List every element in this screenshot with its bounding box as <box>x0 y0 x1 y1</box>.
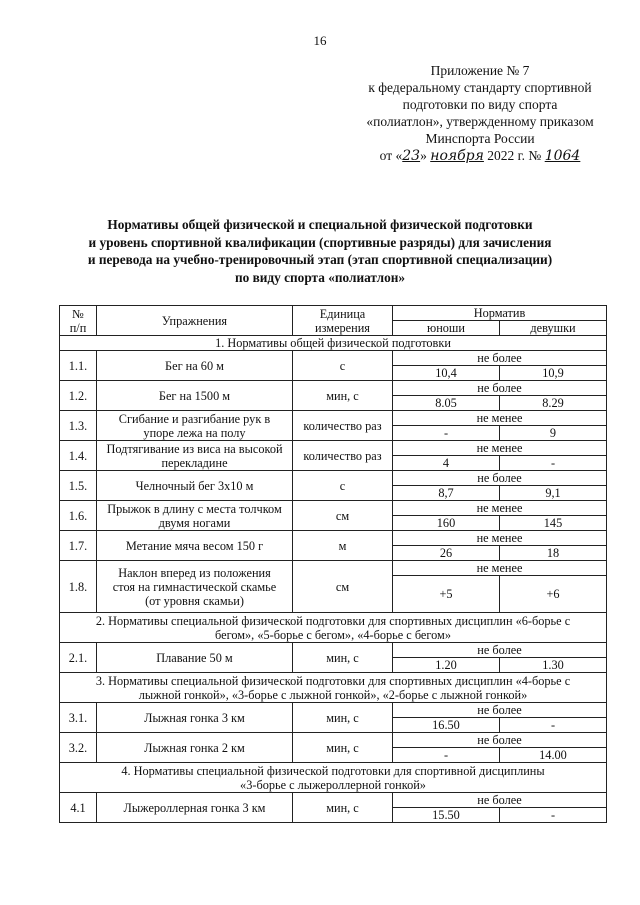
row-exercise: Бег на 1500 м <box>97 381 293 411</box>
row-exercise: Метание мяча весом 150 г <box>97 531 293 561</box>
row-exercise: Лыжероллерная гонка 3 км <box>97 793 293 823</box>
value-boys: 4 <box>393 456 500 471</box>
value-boys: 10,4 <box>393 366 500 381</box>
section-title: 4. Нормативы специальной физической подготовки для спортивной дисциплины «3-борье с лыжероллерной гонкой» <box>60 763 607 793</box>
value-girls: 10,9 <box>500 366 607 381</box>
value-girls: 14.00 <box>500 748 607 763</box>
table-row <box>60 643 607 658</box>
table-row <box>60 351 607 366</box>
row-num: 1.1. <box>60 351 97 381</box>
header-unit: Единица измерения <box>293 306 393 336</box>
table-header-row <box>60 306 607 321</box>
section-title: 2. Нормативы специальной физической подготовки для спортивных дисциплин «6-борье с бегом», «5-борье с бегом», «4-борье с бегом» <box>60 613 607 643</box>
row-num: 1.4. <box>60 441 97 471</box>
table-row <box>60 733 607 748</box>
table-row <box>60 501 607 516</box>
value-girls: 8.29 <box>500 396 607 411</box>
row-condition: не менее <box>393 441 607 456</box>
table-row <box>60 441 607 456</box>
row-unit: мин, с <box>293 793 393 823</box>
row-exercise: Наклон вперед из положения стоя на гимнастической скамье (от уровня скамьи) <box>97 561 293 613</box>
row-num: 1.6. <box>60 501 97 531</box>
order-number: 1064 <box>544 148 581 164</box>
row-condition: не более <box>393 793 607 808</box>
value-boys: 160 <box>393 516 500 531</box>
value-girls: +6 <box>500 576 607 613</box>
title-line-2: и уровень спортивной квалификации (спортивные разряды) для зачисления <box>88 234 552 250</box>
row-num: 1.2. <box>60 381 97 411</box>
value-girls: 18 <box>500 546 607 561</box>
row-exercise: Бег на 60 м <box>97 351 293 381</box>
row-unit: м <box>293 531 393 561</box>
appendix-line-2: к федеральному стандарту спортивной <box>368 80 592 95</box>
section-row <box>60 763 607 793</box>
appendix-line-3: подготовки по виду спорта <box>402 97 558 112</box>
row-condition: не более <box>393 351 607 366</box>
row-unit: с <box>293 351 393 381</box>
appendix-line-1: Приложение № 7 <box>430 63 530 78</box>
row-condition: не менее <box>393 561 607 576</box>
date-year: 2022 г. № <box>487 148 542 163</box>
row-num: 4.1 <box>60 793 97 823</box>
value-girls: - <box>500 456 607 471</box>
row-unit: мин, с <box>293 733 393 763</box>
value-boys: 8.05 <box>393 396 500 411</box>
row-condition: не менее <box>393 531 607 546</box>
row-unit: с <box>293 471 393 501</box>
row-num: 3.1. <box>60 703 97 733</box>
date-day: 23 <box>402 148 421 164</box>
appendix-block <box>350 62 610 165</box>
value-boys: - <box>393 748 500 763</box>
title-line-3: и перевода на учебно-тренировочный этап (этап спортивной специализации) <box>87 252 553 267</box>
value-girls: 1.30 <box>500 658 607 673</box>
table-row <box>60 703 607 718</box>
row-num: 1.8. <box>60 561 97 613</box>
appendix-line-5: Минспорта России <box>425 131 535 146</box>
row-exercise: Лыжная гонка 3 км <box>97 703 293 733</box>
value-girls: 9,1 <box>500 486 607 501</box>
norms-table <box>59 305 607 823</box>
section-title: 3. Нормативы специальной физической подготовки для спортивных дисциплин «4-борье с лыжной гонкой», «3-борье с лыжной гонкой», «2-борье с лыжной гонкой» <box>60 673 607 703</box>
row-unit: количество раз <box>293 411 393 441</box>
appendix-date-line <box>350 147 610 165</box>
row-num: 2.1. <box>60 643 97 673</box>
table-row <box>60 793 607 808</box>
title-line-4: по виду спорта «полиатлон» <box>234 269 406 285</box>
table-row <box>60 471 607 486</box>
title-line-1: Нормативы общей физической и специальной физической подготовки <box>107 217 533 232</box>
value-girls: 145 <box>500 516 607 531</box>
row-exercise: Плавание 50 м <box>97 643 293 673</box>
value-girls: - <box>500 718 607 733</box>
header-exercise: Упражнения <box>97 306 293 336</box>
row-num: 1.7. <box>60 531 97 561</box>
row-condition: не более <box>393 733 607 748</box>
value-boys: 8,7 <box>393 486 500 501</box>
value-boys: 26 <box>393 546 500 561</box>
value-boys: +5 <box>393 576 500 613</box>
row-exercise: Лыжная гонка 2 км <box>97 733 293 763</box>
section-row <box>60 673 607 703</box>
value-boys: 15.50 <box>393 808 500 823</box>
table-row <box>60 561 607 576</box>
row-unit: мин, с <box>293 703 393 733</box>
row-unit: количество раз <box>293 441 393 471</box>
date-mid: » <box>420 148 427 163</box>
header-boys: юноши <box>393 321 500 336</box>
row-condition: не более <box>393 471 607 486</box>
row-num: 1.5. <box>60 471 97 501</box>
section-row <box>60 613 607 643</box>
value-boys: - <box>393 426 500 441</box>
row-unit: см <box>293 561 393 613</box>
date-prefix: от « <box>379 148 403 163</box>
row-num: 1.3. <box>60 411 97 441</box>
row-condition: не менее <box>393 411 607 426</box>
document-title <box>40 216 600 286</box>
row-unit: мин, с <box>293 643 393 673</box>
row-condition: не более <box>393 643 607 658</box>
table-row <box>60 381 607 396</box>
header-girls: девушки <box>500 321 607 336</box>
header-num: № п/п <box>60 306 97 336</box>
section-title: 1. Нормативы общей физической подготовки <box>60 336 607 351</box>
section-row <box>60 336 607 351</box>
row-exercise: Подтягивание из виса на высокой перекладине <box>97 441 293 471</box>
row-unit: см <box>293 501 393 531</box>
header-norm: Норматив <box>393 306 607 321</box>
row-condition: не менее <box>393 501 607 516</box>
row-condition: не более <box>393 381 607 396</box>
row-exercise: Прыжок в длину с места толчком двумя ногами <box>97 501 293 531</box>
table-row <box>60 411 607 426</box>
table-row <box>60 531 607 546</box>
row-exercise: Челночный бег 3x10 м <box>97 471 293 501</box>
row-condition: не более <box>393 703 607 718</box>
value-girls: - <box>500 808 607 823</box>
value-girls: 9 <box>500 426 607 441</box>
value-boys: 16.50 <box>393 718 500 733</box>
value-boys: 1.20 <box>393 658 500 673</box>
page-number: 16 <box>313 33 327 48</box>
row-num: 3.2. <box>60 733 97 763</box>
appendix-line-4: «полиатлон», утвержденному приказом <box>366 114 594 129</box>
date-month: ноября <box>430 148 484 164</box>
row-exercise: Сгибание и разгибание рук в упоре лежа на полу <box>97 411 293 441</box>
row-unit: мин, с <box>293 381 393 411</box>
